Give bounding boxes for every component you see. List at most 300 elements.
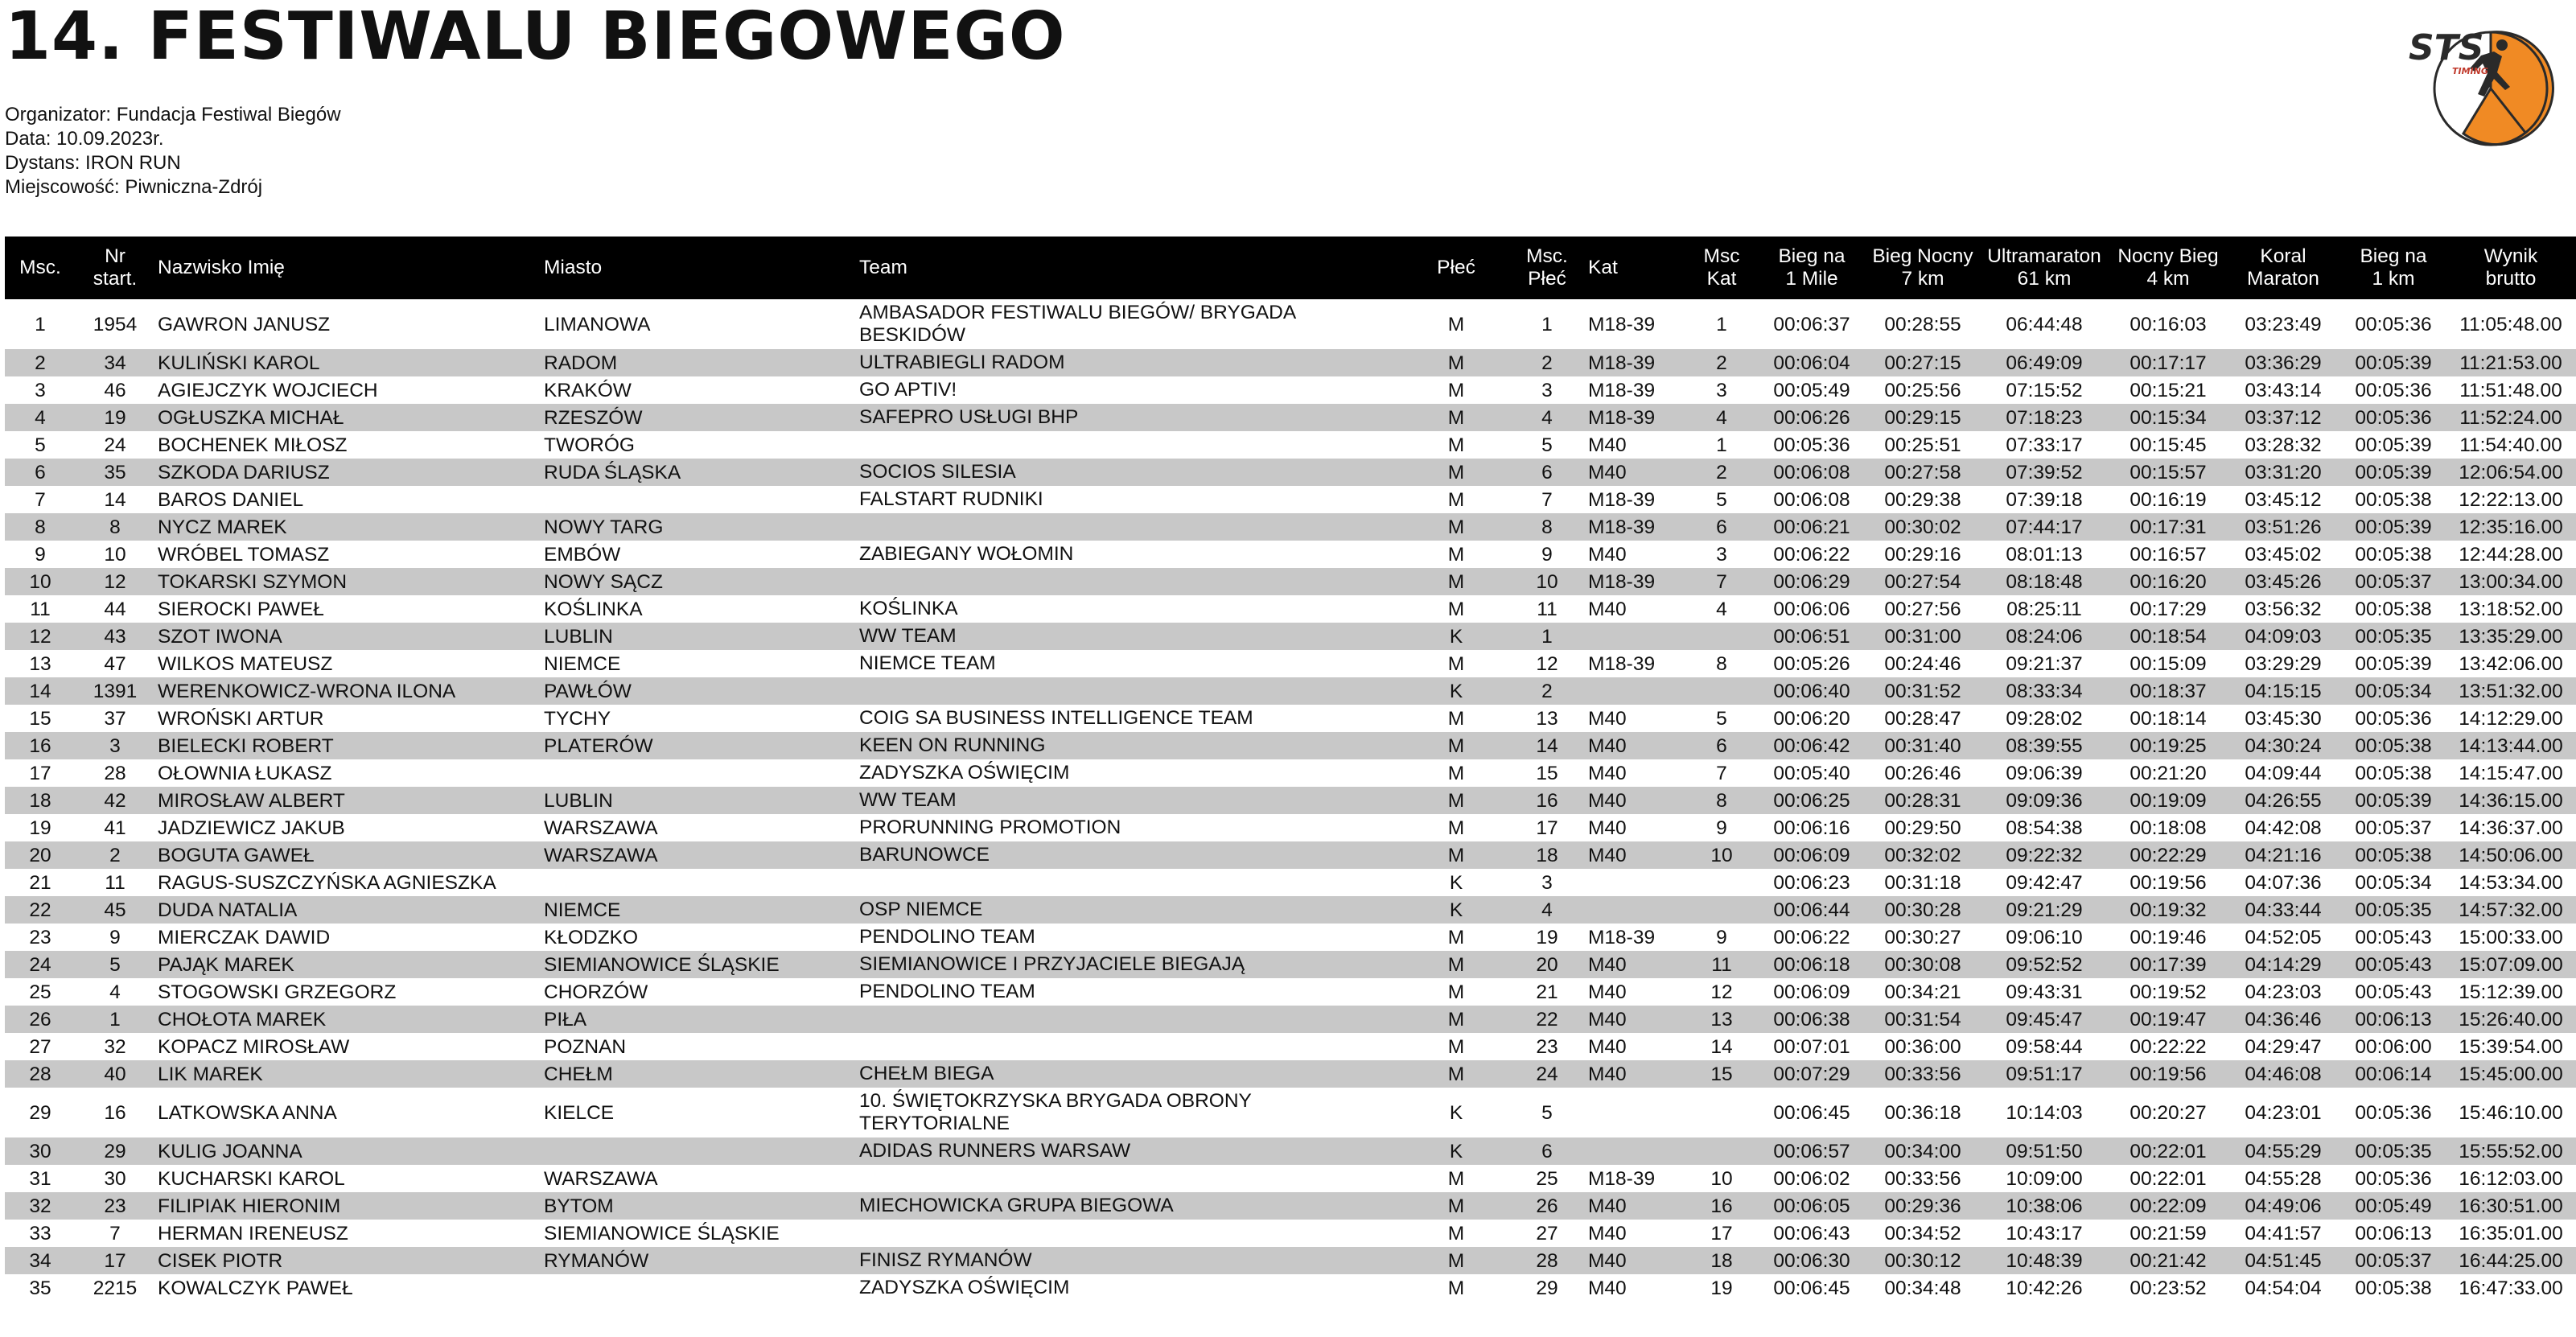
cell-category (1585, 1137, 1688, 1165)
cell-category-place: 7 (1688, 568, 1755, 595)
table-row (5, 869, 2576, 896)
cell-bib: 45 (76, 896, 154, 924)
cell-gross-result: 16:44:25.00 (2446, 1247, 2576, 1274)
cell-category-place: 19 (1710, 1277, 1733, 1299)
cell-team: GO APTIV! (859, 379, 957, 401)
cell-name: BOGUTA GAWEŁ (154, 841, 541, 869)
cell-category: M40 (1588, 707, 1627, 730)
cell-category-place: 3 (1716, 543, 1727, 566)
cell-run-1km: 00:05:38 (2355, 598, 2432, 620)
cell-gross-result: 15:46:10.00 (2459, 1101, 2563, 1124)
cell-city: KRAKÓW (544, 379, 632, 401)
cell-gross-result: 13:18:52.00 (2459, 598, 2563, 620)
cell-category: M40 (1588, 1035, 1627, 1058)
cell-category-place: 4 (1688, 404, 1755, 431)
cell-mile: 00:05:49 (1773, 379, 1850, 401)
cell-mile: 00:06:43 (1773, 1222, 1850, 1244)
cell-gender: M (1447, 762, 1465, 784)
cell-team: FINISZ RYMANÓW (856, 1247, 1403, 1274)
cell-ultramarathon-61km: 07:15:52 (2006, 379, 2083, 401)
cell-gross-result: 14:53:34.00 (2459, 871, 2563, 894)
cell-mile: 00:06:21 (1755, 513, 1868, 541)
cell-night-4km: 00:18:08 (2130, 817, 2207, 839)
cell-place: 15 (29, 707, 51, 730)
cell-place: 31 (29, 1167, 51, 1190)
cell-name: OGŁUSZKA MICHAŁ (154, 404, 541, 431)
cell-city: RZESZÓW (541, 404, 856, 431)
cell-night-4km: 00:22:29 (2111, 841, 2225, 869)
cell-night-7km: 00:34:21 (1884, 981, 1961, 1003)
cell-gross-result: 14:15:47.00 (2459, 762, 2563, 784)
cell-bib: 11 (105, 871, 126, 894)
cell-category: M40 (1588, 981, 1627, 1003)
table-row (5, 1220, 2576, 1247)
cell-night-4km: 00:22:01 (2111, 1137, 2225, 1165)
cell-gender: K (1403, 1137, 1509, 1165)
cell-city: LUBLIN (541, 623, 856, 650)
cell-gender-place: 5 (1541, 1101, 1553, 1124)
cell-name: SZKODA DARIUSZ (154, 459, 541, 486)
table-row (5, 376, 2576, 404)
cell-ultramarathon-61km: 10:09:00 (2006, 1167, 2083, 1190)
cell-gender: K (1403, 623, 1509, 650)
cell-run-1km: 00:05:37 (2341, 568, 2446, 595)
table-row (5, 1192, 2576, 1220)
cell-bib: 2215 (93, 1277, 138, 1299)
cell-gender: M (1403, 732, 1509, 759)
cell-run-1km: 00:05:35 (2341, 1137, 2446, 1165)
results-body (5, 299, 2576, 1302)
cell-gender: M (1447, 1277, 1465, 1299)
cell-gender-place: 15 (1536, 762, 1558, 784)
cell-night-7km: 00:34:00 (1868, 1137, 1977, 1165)
table-row (5, 1060, 2576, 1088)
cell-name: BOCHENEK MIŁOSZ (158, 434, 348, 456)
col-header: Bieg Nocny 7 km (1868, 237, 1977, 299)
cell-place: 7 (35, 488, 46, 511)
cell-mile: 00:06:45 (1773, 1277, 1850, 1299)
cell-run-1km: 00:05:43 (2355, 926, 2432, 948)
cell-city: PLATERÓW (541, 732, 856, 759)
cell-ultramarathon-61km: 08:33:34 (1977, 677, 2111, 705)
cell-mile: 00:06:57 (1755, 1137, 1868, 1165)
cell-gender-place: 23 (1536, 1035, 1558, 1058)
cell-night-7km: 00:28:31 (1868, 787, 1977, 814)
cell-category-place: 5 (1716, 488, 1727, 511)
cell-name: BAROS DANIEL (158, 488, 304, 511)
cell-run-1km: 00:05:36 (2355, 379, 2432, 401)
cell-night-4km: 00:16:19 (2130, 488, 2207, 511)
cell-koral-marathon: 03:45:02 (2245, 543, 2322, 566)
cell-gender-place: 3 (1541, 871, 1553, 894)
cell-city (541, 869, 856, 896)
cell-team: ULTRABIEGLI RADOM (856, 349, 1403, 376)
cell-koral-marathon: 04:36:46 (2225, 1006, 2341, 1033)
cell-team: BARUNOWCE (856, 841, 1403, 869)
cell-koral-marathon: 04:23:01 (2245, 1101, 2322, 1124)
cell-category: M18-39 (1585, 513, 1688, 541)
cell-gender: M (1447, 1167, 1465, 1190)
cell-bib: 1 (76, 1006, 154, 1033)
page-title: 14. FESTIWALU BIEGOWEGO (5, 0, 1066, 75)
place-line: Miejscowość: Piwniczna-Zdrój (5, 176, 263, 198)
cell-mile: 00:05:26 (1773, 652, 1850, 675)
cell-place: 9 (35, 543, 46, 566)
cell-gender-place: 14 (1509, 732, 1585, 759)
cell-ultramarathon-61km: 09:21:37 (2006, 652, 2083, 675)
cell-ultramarathon-61km: 08:25:11 (2006, 598, 2082, 620)
cell-mile: 00:07:29 (1755, 1060, 1868, 1088)
cell-gender: M (1403, 841, 1509, 869)
cell-bib: 37 (104, 707, 126, 730)
cell-night-4km: 00:21:59 (2130, 1222, 2207, 1244)
col-header: Ultramaraton 61 km (1977, 237, 2111, 299)
cell-night-7km: 00:25:56 (1884, 379, 1961, 401)
cell-gross-result: 14:13:44.00 (2446, 732, 2576, 759)
cell-category: M40 (1585, 841, 1688, 869)
cell-category-place: 8 (1688, 787, 1755, 814)
cell-night-7km: 00:31:18 (1884, 871, 1961, 894)
cell-night-4km: 00:19:47 (2111, 1006, 2225, 1033)
table-row (5, 459, 2576, 486)
table-row (5, 650, 2576, 677)
cell-run-1km: 00:05:38 (2355, 762, 2432, 784)
cell-run-1km: 00:05:37 (2341, 1247, 2446, 1274)
cell-gender-place: 6 (1509, 1137, 1585, 1165)
col-header: Kat (1585, 237, 1688, 299)
cell-name: MIROSŁAW ALBERT (154, 787, 541, 814)
cell-category: M40 (1588, 817, 1627, 839)
cell-place: 14 (5, 677, 76, 705)
cell-koral-marathon: 03:45:30 (2245, 707, 2322, 730)
cell-name: SZOT IWONA (154, 623, 541, 650)
cell-gender-place: 4 (1509, 896, 1585, 924)
cell-mile: 00:06:26 (1755, 404, 1868, 431)
cell-gender: M (1447, 543, 1465, 566)
cell-mile: 00:06:44 (1755, 896, 1868, 924)
table-row (5, 349, 2576, 376)
cell-gross-result: 13:42:06.00 (2459, 652, 2563, 675)
cell-place: 6 (5, 459, 76, 486)
cell-night-4km: 00:19:09 (2111, 787, 2225, 814)
cell-category-place (1688, 677, 1755, 705)
cell-place: 18 (5, 787, 76, 814)
cell-gender-place: 2 (1509, 677, 1585, 705)
cell-category (1585, 869, 1688, 896)
cell-gender: M (1447, 817, 1465, 839)
cell-name: FILIPIAK HIERONIM (154, 1192, 541, 1220)
cell-place: 4 (5, 404, 76, 431)
cell-team: COIG SA BUSINESS INTELLIGENCE TEAM (859, 707, 1253, 729)
cell-ultramarathon-61km: 08:18:48 (1977, 568, 2111, 595)
cell-night-7km: 00:31:54 (1868, 1006, 1977, 1033)
cell-mile: 00:05:40 (1773, 762, 1850, 784)
cell-gender-place: 6 (1509, 459, 1585, 486)
cell-place: 13 (29, 652, 51, 675)
cell-category: M40 (1588, 434, 1627, 456)
cell-koral-marathon: 04:26:55 (2225, 787, 2341, 814)
cell-mile: 00:06:40 (1755, 677, 1868, 705)
cell-gender: M (1403, 1006, 1509, 1033)
cell-run-1km: 00:05:38 (2341, 732, 2446, 759)
cell-night-7km: 00:29:38 (1884, 488, 1961, 511)
cell-mile: 00:06:09 (1755, 841, 1868, 869)
cell-gross-result: 16:47:33.00 (2459, 1277, 2563, 1299)
cell-night-7km: 00:36:00 (1884, 1035, 1961, 1058)
cell-night-7km: 00:30:08 (1868, 951, 1977, 978)
col-header: Koral Maraton (2225, 237, 2341, 299)
cell-run-1km: 00:05:35 (2341, 623, 2446, 650)
cell-bib: 9 (109, 926, 121, 948)
cell-place: 20 (5, 841, 76, 869)
distance-line: Dystans: IRON RUN (5, 152, 181, 174)
cell-category-place: 8 (1716, 652, 1727, 675)
cell-koral-marathon: 03:56:32 (2245, 598, 2322, 620)
cell-category: M18-39 (1585, 349, 1688, 376)
cell-gender: M (1447, 598, 1465, 620)
cell-night-7km: 00:27:54 (1868, 568, 1977, 595)
cell-category: M40 (1585, 732, 1688, 759)
cell-run-1km: 00:05:39 (2341, 513, 2446, 541)
cell-ultramarathon-61km: 07:18:23 (1977, 404, 2111, 431)
cell-gender-place: 10 (1509, 568, 1585, 595)
cell-team: NIEMCE TEAM (859, 652, 996, 674)
cell-name: GAWRON JANUSZ (158, 313, 331, 335)
cell-city: BYTOM (541, 1192, 856, 1220)
cell-mile: 00:06:16 (1773, 817, 1850, 839)
cell-ultramarathon-61km: 08:24:06 (1977, 623, 2111, 650)
cell-team: KOŚLINKA (859, 598, 958, 619)
cell-place: 16 (5, 732, 76, 759)
cell-name: MIERCZAK DAWID (158, 926, 331, 948)
cell-category-place: 6 (1688, 513, 1755, 541)
cell-place: 26 (5, 1006, 76, 1033)
cell-name: CHOŁOTA MAREK (154, 1006, 541, 1033)
cell-category: M40 (1588, 598, 1627, 620)
cell-ultramarathon-61km: 10:48:39 (1977, 1247, 2111, 1274)
cell-mile: 00:06:29 (1755, 568, 1868, 595)
cell-mile: 00:06:22 (1773, 543, 1850, 566)
cell-gross-result: 15:45:00.00 (2446, 1060, 2576, 1088)
cell-run-1km: 00:05:38 (2355, 1277, 2432, 1299)
cell-night-4km: 00:16:20 (2111, 568, 2225, 595)
table-row (5, 1247, 2576, 1274)
cell-run-1km: 00:05:36 (2341, 404, 2446, 431)
col-header: Płeć (1403, 237, 1509, 299)
cell-bib: 44 (104, 598, 126, 620)
cell-ultramarathon-61km: 09:51:50 (1977, 1137, 2111, 1165)
cell-gender: M (1403, 951, 1509, 978)
cell-run-1km: 00:05:43 (2341, 951, 2446, 978)
cell-ultramarathon-61km: 09:09:36 (1977, 787, 2111, 814)
col-header: Bieg na 1 Mile (1755, 237, 1868, 299)
table-row (5, 677, 2576, 705)
cell-city: NIEMCE (544, 652, 621, 675)
cell-run-1km: 00:05:39 (2341, 787, 2446, 814)
cell-place: 19 (29, 817, 51, 839)
cell-gross-result: 11:21:53.00 (2446, 349, 2576, 376)
cell-run-1km: 00:05:49 (2341, 1192, 2446, 1220)
cell-night-4km: 00:15:34 (2111, 404, 2225, 431)
cell-koral-marathon: 03:45:26 (2225, 568, 2341, 595)
cell-run-1km: 00:05:36 (2355, 1167, 2432, 1190)
cell-koral-marathon: 03:36:29 (2225, 349, 2341, 376)
cell-ultramarathon-61km: 09:21:29 (1977, 896, 2111, 924)
cell-gender: M (1447, 981, 1465, 1003)
cell-gross-result: 13:00:34.00 (2446, 568, 2576, 595)
cell-gross-result: 14:36:37.00 (2459, 817, 2563, 839)
cell-run-1km: 00:06:00 (2355, 1035, 2432, 1058)
cell-name: PAJĄK MAREK (154, 951, 541, 978)
cell-gross-result: 16:35:01.00 (2459, 1222, 2563, 1244)
cell-team (856, 1165, 1403, 1192)
cell-mile: 00:06:08 (1755, 459, 1868, 486)
cell-night-7km: 00:29:15 (1868, 404, 1977, 431)
cell-name: SIEROCKI PAWEŁ (158, 598, 324, 620)
cell-night-7km: 00:31:40 (1868, 732, 1977, 759)
cell-night-7km: 00:33:56 (1868, 1060, 1977, 1088)
cell-place: 17 (29, 762, 51, 784)
cell-run-1km: 00:05:38 (2341, 841, 2446, 869)
table-row (5, 299, 2576, 349)
cell-night-4km: 00:22:22 (2130, 1035, 2207, 1058)
cell-name: KOPACZ MIROSŁAW (158, 1035, 350, 1058)
cell-night-4km: 00:19:56 (2111, 1060, 2225, 1088)
cell-category: M40 (1588, 1277, 1627, 1299)
cell-name: CISEK PIOTR (154, 1247, 541, 1274)
cell-run-1km: 00:05:34 (2341, 677, 2446, 705)
cell-koral-marathon: 03:51:26 (2225, 513, 2341, 541)
cell-night-4km: 00:17:31 (2111, 513, 2225, 541)
cell-gender-place: 2 (1509, 349, 1585, 376)
cell-gross-result: 12:22:13.00 (2459, 488, 2563, 511)
cell-city: KIELCE (544, 1101, 615, 1124)
cell-name: OŁOWNIA ŁUKASZ (158, 762, 332, 784)
cell-bib: 1391 (76, 677, 154, 705)
cell-gender-place: 26 (1509, 1192, 1585, 1220)
cell-city: WARSZAWA (544, 1167, 658, 1190)
cell-ultramarathon-61km: 09:42:47 (2006, 871, 2083, 894)
cell-night-7km: 00:36:18 (1884, 1101, 1961, 1124)
table-row (5, 787, 2576, 814)
cell-night-4km: 00:18:37 (2111, 677, 2225, 705)
header-row (5, 237, 2576, 299)
cell-team: PENDOLINO TEAM (859, 981, 1035, 1002)
cell-gross-result: 16:30:51.00 (2446, 1192, 2576, 1220)
cell-mile: 00:06:06 (1773, 598, 1850, 620)
cell-ultramarathon-61km: 09:06:10 (2006, 926, 2083, 948)
cell-city: CHORZÓW (544, 981, 648, 1003)
cell-category: M40 (1588, 543, 1627, 566)
cell-gender-place: 17 (1536, 817, 1558, 839)
cell-night-7km: 00:30:12 (1868, 1247, 1977, 1274)
cell-koral-marathon: 03:45:12 (2245, 488, 2322, 511)
cell-city: PAWŁÓW (541, 677, 856, 705)
cell-mile: 00:06:30 (1755, 1247, 1868, 1274)
cell-night-4km: 00:15:09 (2130, 652, 2207, 675)
cell-category-place: 3 (1716, 379, 1727, 401)
cell-city: PIŁA (541, 1006, 856, 1033)
cell-night-7km: 00:26:46 (1884, 762, 1961, 784)
table-row (5, 951, 2576, 978)
cell-category-place: 9 (1716, 926, 1727, 948)
cell-bib: 17 (76, 1247, 154, 1274)
cell-team (856, 1033, 1403, 1060)
cell-bib: 10 (104, 543, 126, 566)
cell-category-place: 15 (1688, 1060, 1755, 1088)
cell-category-place (1688, 1137, 1755, 1165)
cell-gender-place: 29 (1536, 1277, 1558, 1299)
cell-night-4km: 00:16:03 (2130, 313, 2207, 335)
cell-category-place (1688, 896, 1755, 924)
cell-koral-marathon: 04:09:44 (2245, 762, 2322, 784)
organizer-line: Organizator: Fundacja Festiwal Biegów (5, 104, 341, 125)
table-row (5, 1274, 2576, 1302)
cell-category-place: 2 (1688, 349, 1755, 376)
cell-night-7km: 00:33:56 (1884, 1167, 1961, 1190)
cell-category-place: 9 (1716, 817, 1727, 839)
cell-gender: K (1403, 896, 1509, 924)
cell-team: AMBASADOR FESTIWALU BIEGÓW/ BRYGADA BESKIDÓW (859, 302, 1295, 346)
cell-place: 8 (5, 513, 76, 541)
cell-name: HERMAN IRENEUSZ (158, 1222, 348, 1244)
cell-run-1km: 00:05:39 (2341, 349, 2446, 376)
cell-place: 2 (5, 349, 76, 376)
cell-koral-marathon: 04:46:08 (2225, 1060, 2341, 1088)
cell-team (856, 1006, 1403, 1033)
cell-bib: 41 (104, 817, 126, 839)
cell-gross-result: 16:12:03.00 (2459, 1167, 2563, 1190)
cell-place: 27 (29, 1035, 51, 1058)
cell-night-4km: 00:22:09 (2111, 1192, 2225, 1220)
cell-ultramarathon-61km: 09:28:02 (2006, 707, 2083, 730)
cell-team (856, 677, 1403, 705)
cell-bib: 14 (104, 488, 126, 511)
cell-category-place: 1 (1716, 313, 1727, 335)
cell-city: RYMANÓW (541, 1247, 856, 1274)
cell-city: CHEŁM (541, 1060, 856, 1088)
cell-gender-place: 16 (1509, 787, 1585, 814)
cell-place: 25 (29, 981, 51, 1003)
cell-koral-marathon: 03:37:12 (2225, 404, 2341, 431)
cell-name: WILKOS MATEUSZ (158, 652, 333, 675)
cell-team: ZADYSZKA OŚWIĘCIM (859, 762, 1070, 784)
cell-run-1km: 00:05:43 (2355, 981, 2432, 1003)
cell-city: WARSZAWA (544, 817, 658, 839)
cell-night-4km: 00:16:57 (2130, 543, 2207, 566)
cell-gender-place: 9 (1541, 543, 1553, 566)
cell-gender-place: 7 (1541, 488, 1553, 511)
cell-mile: 00:05:36 (1773, 434, 1850, 456)
cell-mile: 00:06:18 (1755, 951, 1868, 978)
col-header: Nr start. (76, 237, 154, 299)
table-row (5, 1088, 2576, 1137)
cell-night-7km: 00:31:52 (1868, 677, 1977, 705)
cell-ultramarathon-61km: 10:43:17 (2006, 1222, 2083, 1244)
cell-koral-marathon: 03:23:49 (2245, 313, 2322, 335)
cell-gender: M (1447, 488, 1465, 511)
cell-category-place: 1 (1716, 434, 1727, 456)
cell-gender-place: 27 (1536, 1222, 1558, 1244)
cell-city: SIEMIANOWICE ŚLĄSKIE (541, 951, 856, 978)
cell-ultramarathon-61km: 09:22:32 (1977, 841, 2111, 869)
table-row (5, 431, 2576, 459)
cell-koral-marathon: 04:21:16 (2225, 841, 2341, 869)
cell-night-4km: 00:19:56 (2130, 871, 2207, 894)
cell-name: DUDA NATALIA (154, 896, 541, 924)
cell-ultramarathon-61km: 06:44:48 (2006, 313, 2083, 335)
cell-night-7km: 00:24:46 (1884, 652, 1961, 675)
